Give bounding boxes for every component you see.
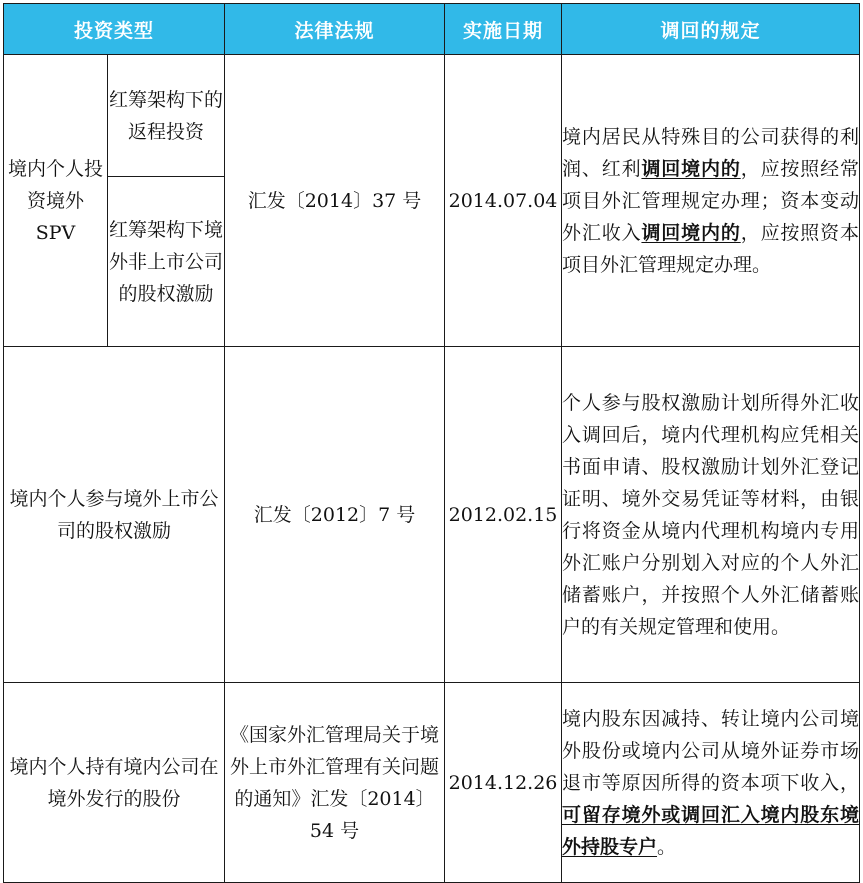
category-text: 境内个人投资境外 (7, 157, 103, 212)
category-text-tail: SPV (35, 221, 76, 244)
header-effective-date: 实施日期 (445, 4, 562, 55)
law-text: 《国家外汇管理局关于境外上市外汇管理有关问题的通知》汇发〔2014〕54 号 (230, 723, 440, 842)
date-text: 2014.12.26 (448, 771, 558, 794)
law-cell (225, 55, 445, 347)
header-repatriation-rule: 调回的规定 (562, 4, 860, 55)
subcategory-text: 红筹架构下的返程投资 (109, 88, 224, 143)
date-cell (445, 347, 562, 683)
rule-cell (562, 347, 860, 683)
category-text: 境内个人持有境内公司在境外发行的股份 (9, 755, 219, 810)
rule-emphasis: 调回境内的 (641, 221, 741, 244)
date-cell (445, 55, 562, 347)
law-cell (225, 683, 445, 883)
date-text: 2012.02.15 (448, 503, 558, 526)
rule-text: 。 (657, 835, 677, 858)
category-cell (4, 347, 225, 683)
rule-emphasis: 可留存境外或调回汇入境内股东境外持股专户 (562, 803, 860, 858)
law-cell (225, 347, 445, 683)
header-investment-type: 投资类型 (4, 4, 225, 55)
table-row (4, 683, 860, 883)
law-text: 汇发〔2012〕7 号 (253, 503, 416, 526)
category-text: 境内个人参与境外上市公司的股权激励 (9, 487, 219, 542)
date-cell (445, 683, 562, 883)
rule-cell (562, 55, 860, 347)
rule-text: 个人参与股权激励计划所得外汇收入调回后，境内代理机构应凭相关书面申请、股权激励计划外汇登记证明、境外交易凭证等材料，由银行将资金从境内代理机构境内专用外汇账户分别划入对应的个人外汇储蓄账户，并按照个人外汇储蓄账户的有关规定管理和使用。 (562, 391, 860, 638)
subcategory-cell (108, 55, 225, 177)
table-row (4, 347, 860, 683)
rule-text: 境内股东因减持、转让境内公司境外股份或境内公司从境外证券市场退市等原因所得的资本项下收入， (562, 707, 860, 794)
rule-emphasis: 调回境内的 (641, 157, 741, 180)
rule-text: ，应按照资本项目外汇管理规定办理。 (562, 221, 859, 276)
subcategory-text: 红筹架构下境外非上市公司的股权激励 (109, 218, 224, 305)
category-cell (4, 683, 225, 883)
table-row (4, 55, 860, 177)
date-text: 2014.07.04 (448, 189, 558, 212)
law-text: 汇发〔2014〕37 号 (247, 189, 422, 212)
rule-text: ，应按照经常项目外汇管理规定办理；资本变动外汇收入 (562, 157, 860, 244)
category-cell (4, 55, 108, 347)
rule-text: 境内居民从特殊目的公司获得的利润、红利 (562, 125, 860, 180)
header-row (4, 4, 860, 55)
subcategory-cell (108, 177, 225, 347)
rule-cell (562, 683, 860, 883)
header-law: 法律法规 (225, 4, 445, 55)
regulation-table (3, 3, 860, 883)
